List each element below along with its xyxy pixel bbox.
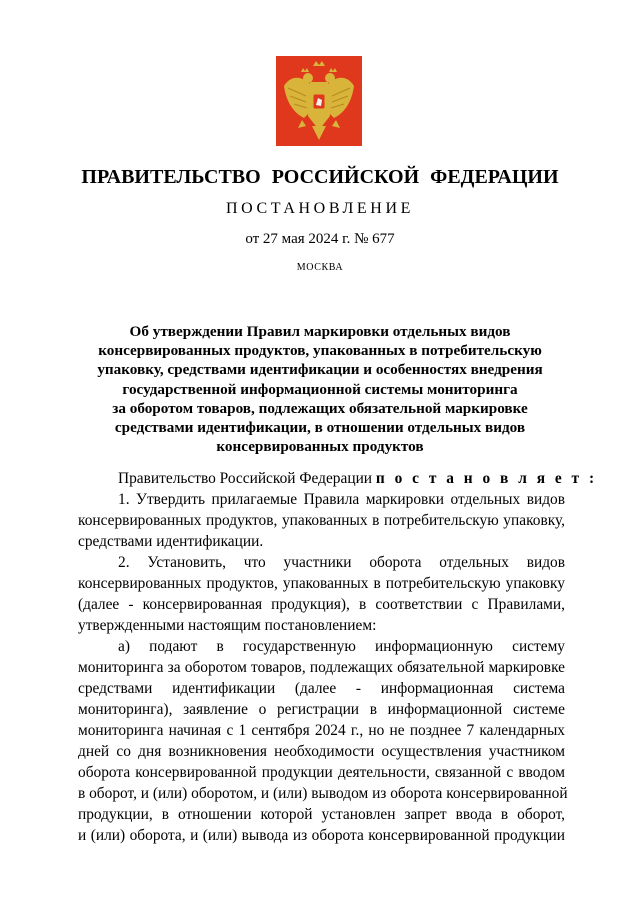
- title-line: консервированных продуктов: [216, 438, 424, 456]
- body-line: мониторинга за оборотом товаров, подлежащих обязательной маркировке: [78, 659, 565, 676]
- decree-title: [70, 322, 570, 456]
- decides-word: п о с т а н о в л я е т :: [375, 470, 598, 487]
- body-line: 2. Установить, что участники оборота отдельных видов: [118, 554, 565, 571]
- title-line: средствами идентификации, в отношении отдельных видов: [114, 419, 526, 437]
- preamble-text: Правительство Российской Федерации: [118, 470, 373, 487]
- body-line: консервированных продуктов, упакованных в потребительскую упаковку,: [78, 512, 565, 529]
- title-line: за оборотом товаров, подлежащих обязательной маркировке: [112, 399, 528, 417]
- coat-of-arms-icon: [276, 56, 362, 146]
- body-line: а) подают в государственную информационную систему: [118, 638, 565, 655]
- title-line: упаковку, средствами идентификации и особенностях внедрения: [97, 361, 543, 379]
- body-line: мониторинга начиная с 1 сентября 2024 г., но не позднее 7 календарных: [78, 722, 565, 739]
- title-line: государственной информационной системы мониторинга: [122, 380, 518, 398]
- body-line: мониторинга), заявление о регистрации в информационной системе: [78, 701, 565, 718]
- body-line: консервированных продуктов, упакованных в потребительскую упаковку: [78, 575, 565, 592]
- body-line: в оборот, и (или) оборотом, и (или) выводом из оборота консервированной: [78, 785, 568, 802]
- body-line: и (или) оборота, и (или) вывода из оборота консервированной продукции: [78, 827, 565, 844]
- decree-date-number: от 27 мая 2024 г. № 677: [245, 231, 395, 247]
- government-name: ПРАВИТЕЛЬСТВО РОССИЙСКОЙ ФЕДЕРАЦИИ: [81, 166, 559, 188]
- body-line: 1. Утвердить прилагаемые Правила маркировки отдельных видов: [118, 491, 565, 508]
- body-line: продукции, в отношении которой установлен запрет ввода в оборот,: [78, 806, 565, 823]
- body-line: средствами идентификации.: [78, 533, 264, 550]
- city-name: МОСКВА: [296, 262, 344, 273]
- document-type: ПОСТАНОВЛЕНИЕ: [226, 200, 414, 217]
- decree-body: [78, 468, 598, 846]
- title-line: Об утверждении Правил маркировки отдельных видов: [129, 323, 511, 340]
- body-line: утвержденными настоящим постановлением:: [78, 617, 377, 634]
- body-line: дней со дня возникновения необходимости осуществления участником: [78, 743, 565, 760]
- body-line: оборота консервированной продукции деятельности, связанной с вводом: [78, 764, 565, 781]
- title-line: консервированных продуктов, упакованных в потребительскую: [98, 342, 542, 360]
- preamble: [78, 468, 598, 489]
- body-line: (далее - консервированная продукция), в соответствии с Правилами,: [78, 596, 565, 613]
- body-line: средствами идентификации (далее - информационная система: [78, 680, 565, 697]
